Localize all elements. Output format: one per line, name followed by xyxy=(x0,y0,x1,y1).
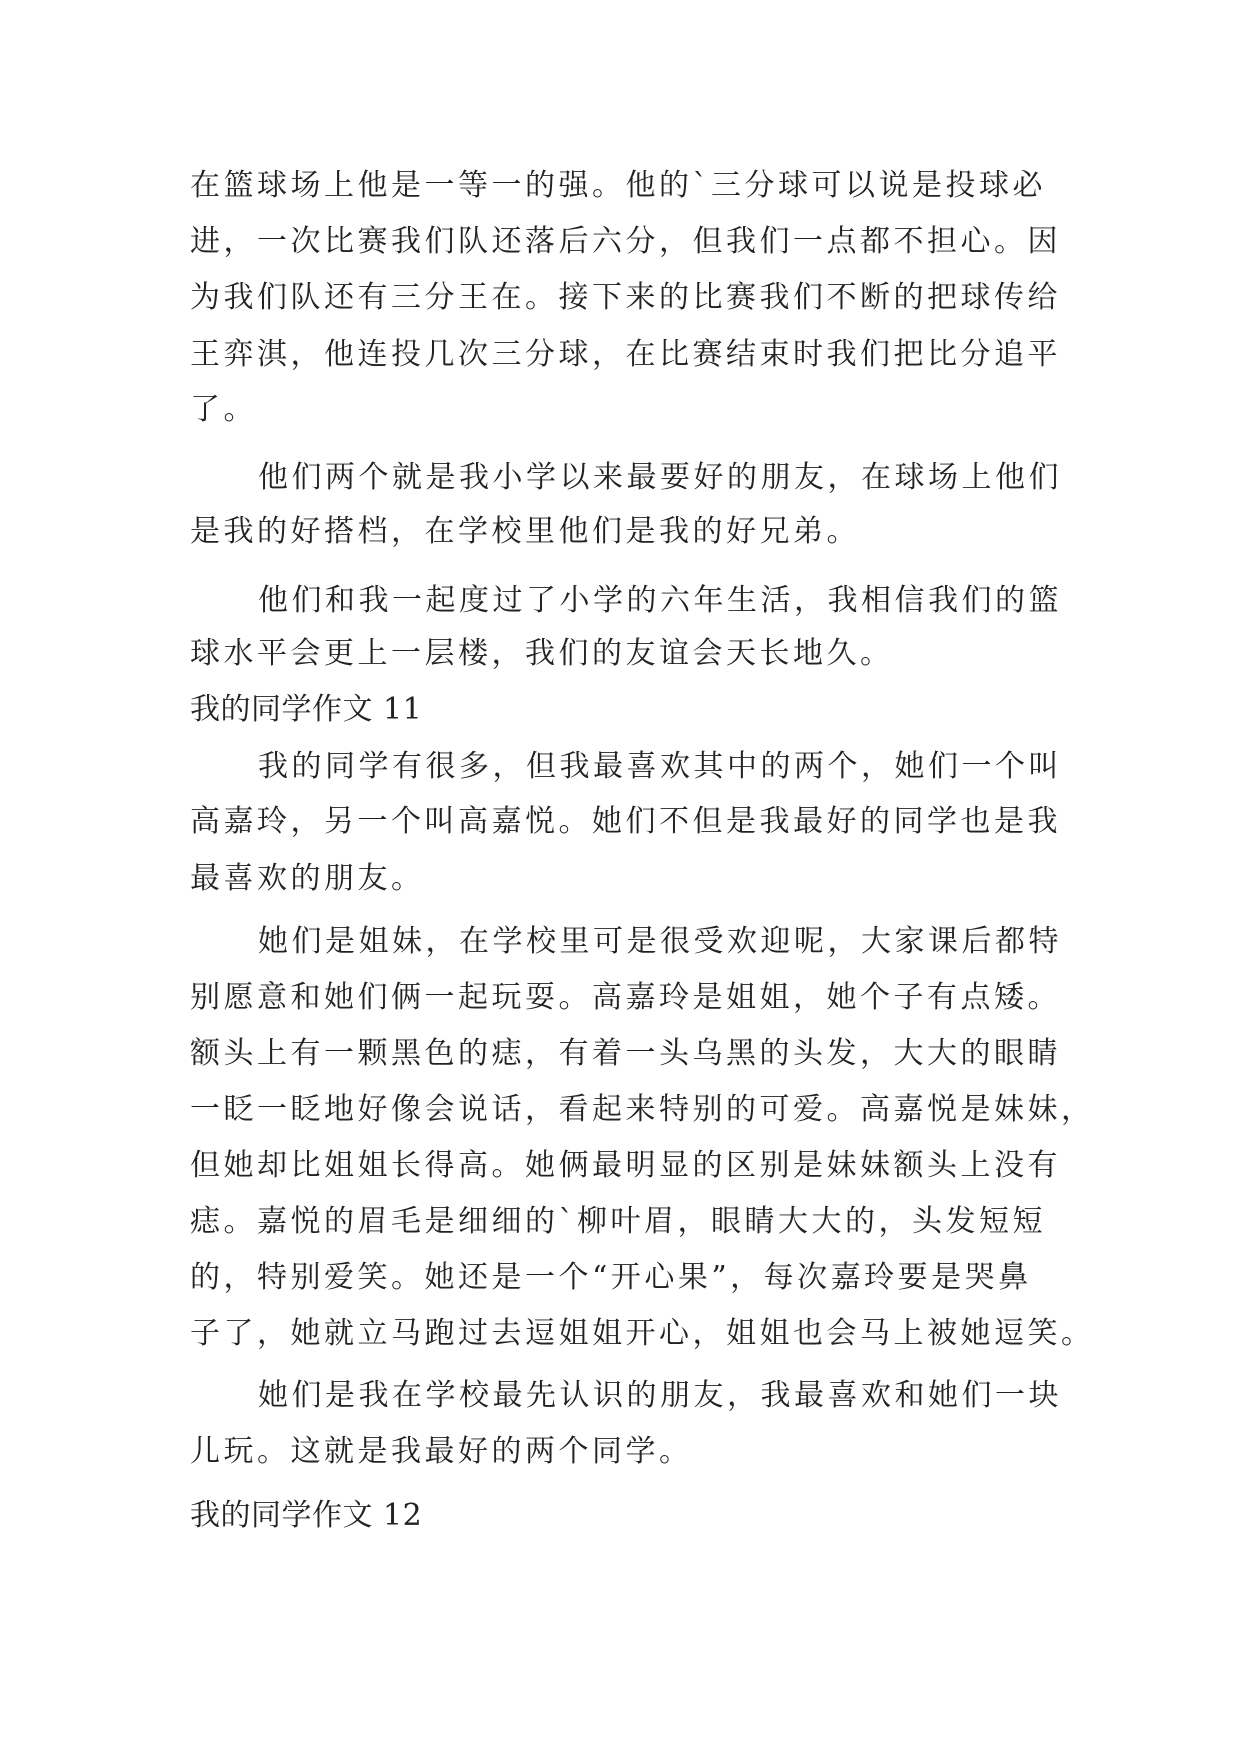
paragraph-start-line: 我的同学有很多，但我最喜欢其中的两个，她们一个叫 xyxy=(258,749,1062,784)
text-line: 为我们队还有三分王在。接下来的比赛我们不断的把球传给 xyxy=(190,280,1061,315)
text-line: 额头上有一颗黑色的痣，有着一头乌黑的头发，大大的眼睛 xyxy=(190,1036,1061,1071)
text-line: 王弈淇，他连投几次三分球，在比赛结束时我们把比分追平 xyxy=(190,337,1061,372)
text-line: 别愿意和她们俩一起玩耍。高嘉玲是姐姐，她个子有点矮。 xyxy=(190,980,1061,1015)
paragraph-start-line: 他们和我一起度过了小学的六年生活，我相信我们的篮 xyxy=(258,583,1062,618)
paragraph-start-line: 他们两个就是我小学以来最要好的朋友，在球场上他们 xyxy=(258,460,1062,495)
text-line: 是我的好搭档，在学校里他们是我的好兄弟。 xyxy=(190,514,860,549)
text-line: 最喜欢的朋友。 xyxy=(190,861,425,896)
text-line: 痣。嘉悦的眉毛是细细的`柳叶眉，眼睛大大的，头发短短 xyxy=(190,1204,1046,1239)
section-heading: 我的同学作文 12 xyxy=(190,1498,423,1533)
text-line: 在篮球场上他是一等一的强。他的`三分球可以说是投球必 xyxy=(190,168,1046,203)
paragraph-start-line: 她们是姐妹，在学校里可是很受欢迎呢，大家课后都特 xyxy=(258,924,1062,959)
text-line: 但她却比姐姐长得高。她俩最明显的区别是妹妹额头上没有 xyxy=(190,1148,1061,1183)
text-line: 高嘉玲，另一个叫高嘉悦。她们不但是我最好的同学也是我 xyxy=(190,804,1061,839)
text-line: 一眨一眨地好像会说话，看起来特别的可爱。高嘉悦是妹妹， xyxy=(190,1092,1095,1127)
text-line: 球水平会更上一层楼，我们的友谊会天长地久。 xyxy=(190,636,894,671)
text-line: 进，一次比赛我们队还落后六分，但我们一点都不担心。因 xyxy=(190,224,1061,259)
text-line: 子了，她就立马跑过去逗姐姐开心，姐姐也会马上被她逗笑。 xyxy=(190,1316,1095,1351)
section-heading: 我的同学作文 11 xyxy=(190,692,423,727)
paragraph-start-line: 她们是我在学校最先认识的朋友，我最喜欢和她们一块 xyxy=(258,1378,1062,1413)
text-line: 了。 xyxy=(190,392,257,427)
text-line: 儿玩。这就是我最好的两个同学。 xyxy=(190,1434,693,1469)
text-line: 的，特别爱笑。她还是一个“开心果”，每次嘉玲要是哭鼻 xyxy=(190,1260,1032,1295)
